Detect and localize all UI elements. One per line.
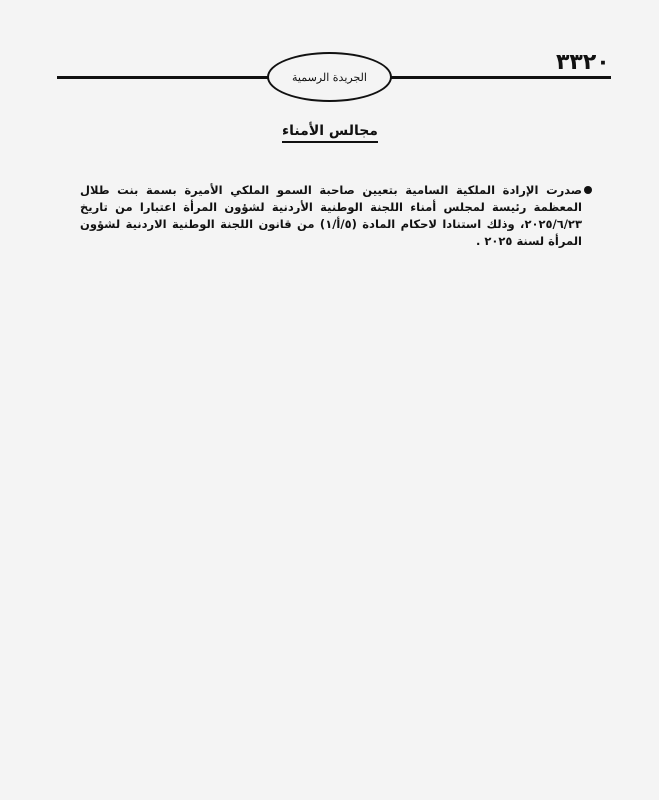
page-number: ٣٣٢٠ [556,50,610,75]
body-paragraph: صدرت الإرادة الملكية السامية بتعيين صاحبة السمو الملكي الأميرة بسمة بنت طلال المعظمة رئيسة لمجلس أمناء اللجنة الوطنية الأردنية لشؤون المرأة اعتبارا من تاريخ ٢٠٢٥/٦/٢٣، وذلك استنادا لاحكام المادة (٥/أ/١) من قانون اللجنة الوطنية الاردنية لشؤون المرأة لسنة ٢٠٢٥ . [80,183,582,248]
section-title [280,123,380,139]
section-title-text: مجالس الأمناء [282,123,378,143]
gazette-name: الجريدة الرسمية [292,70,367,84]
bullet-icon [584,186,592,194]
gazette-name-ellipse [267,52,392,102]
